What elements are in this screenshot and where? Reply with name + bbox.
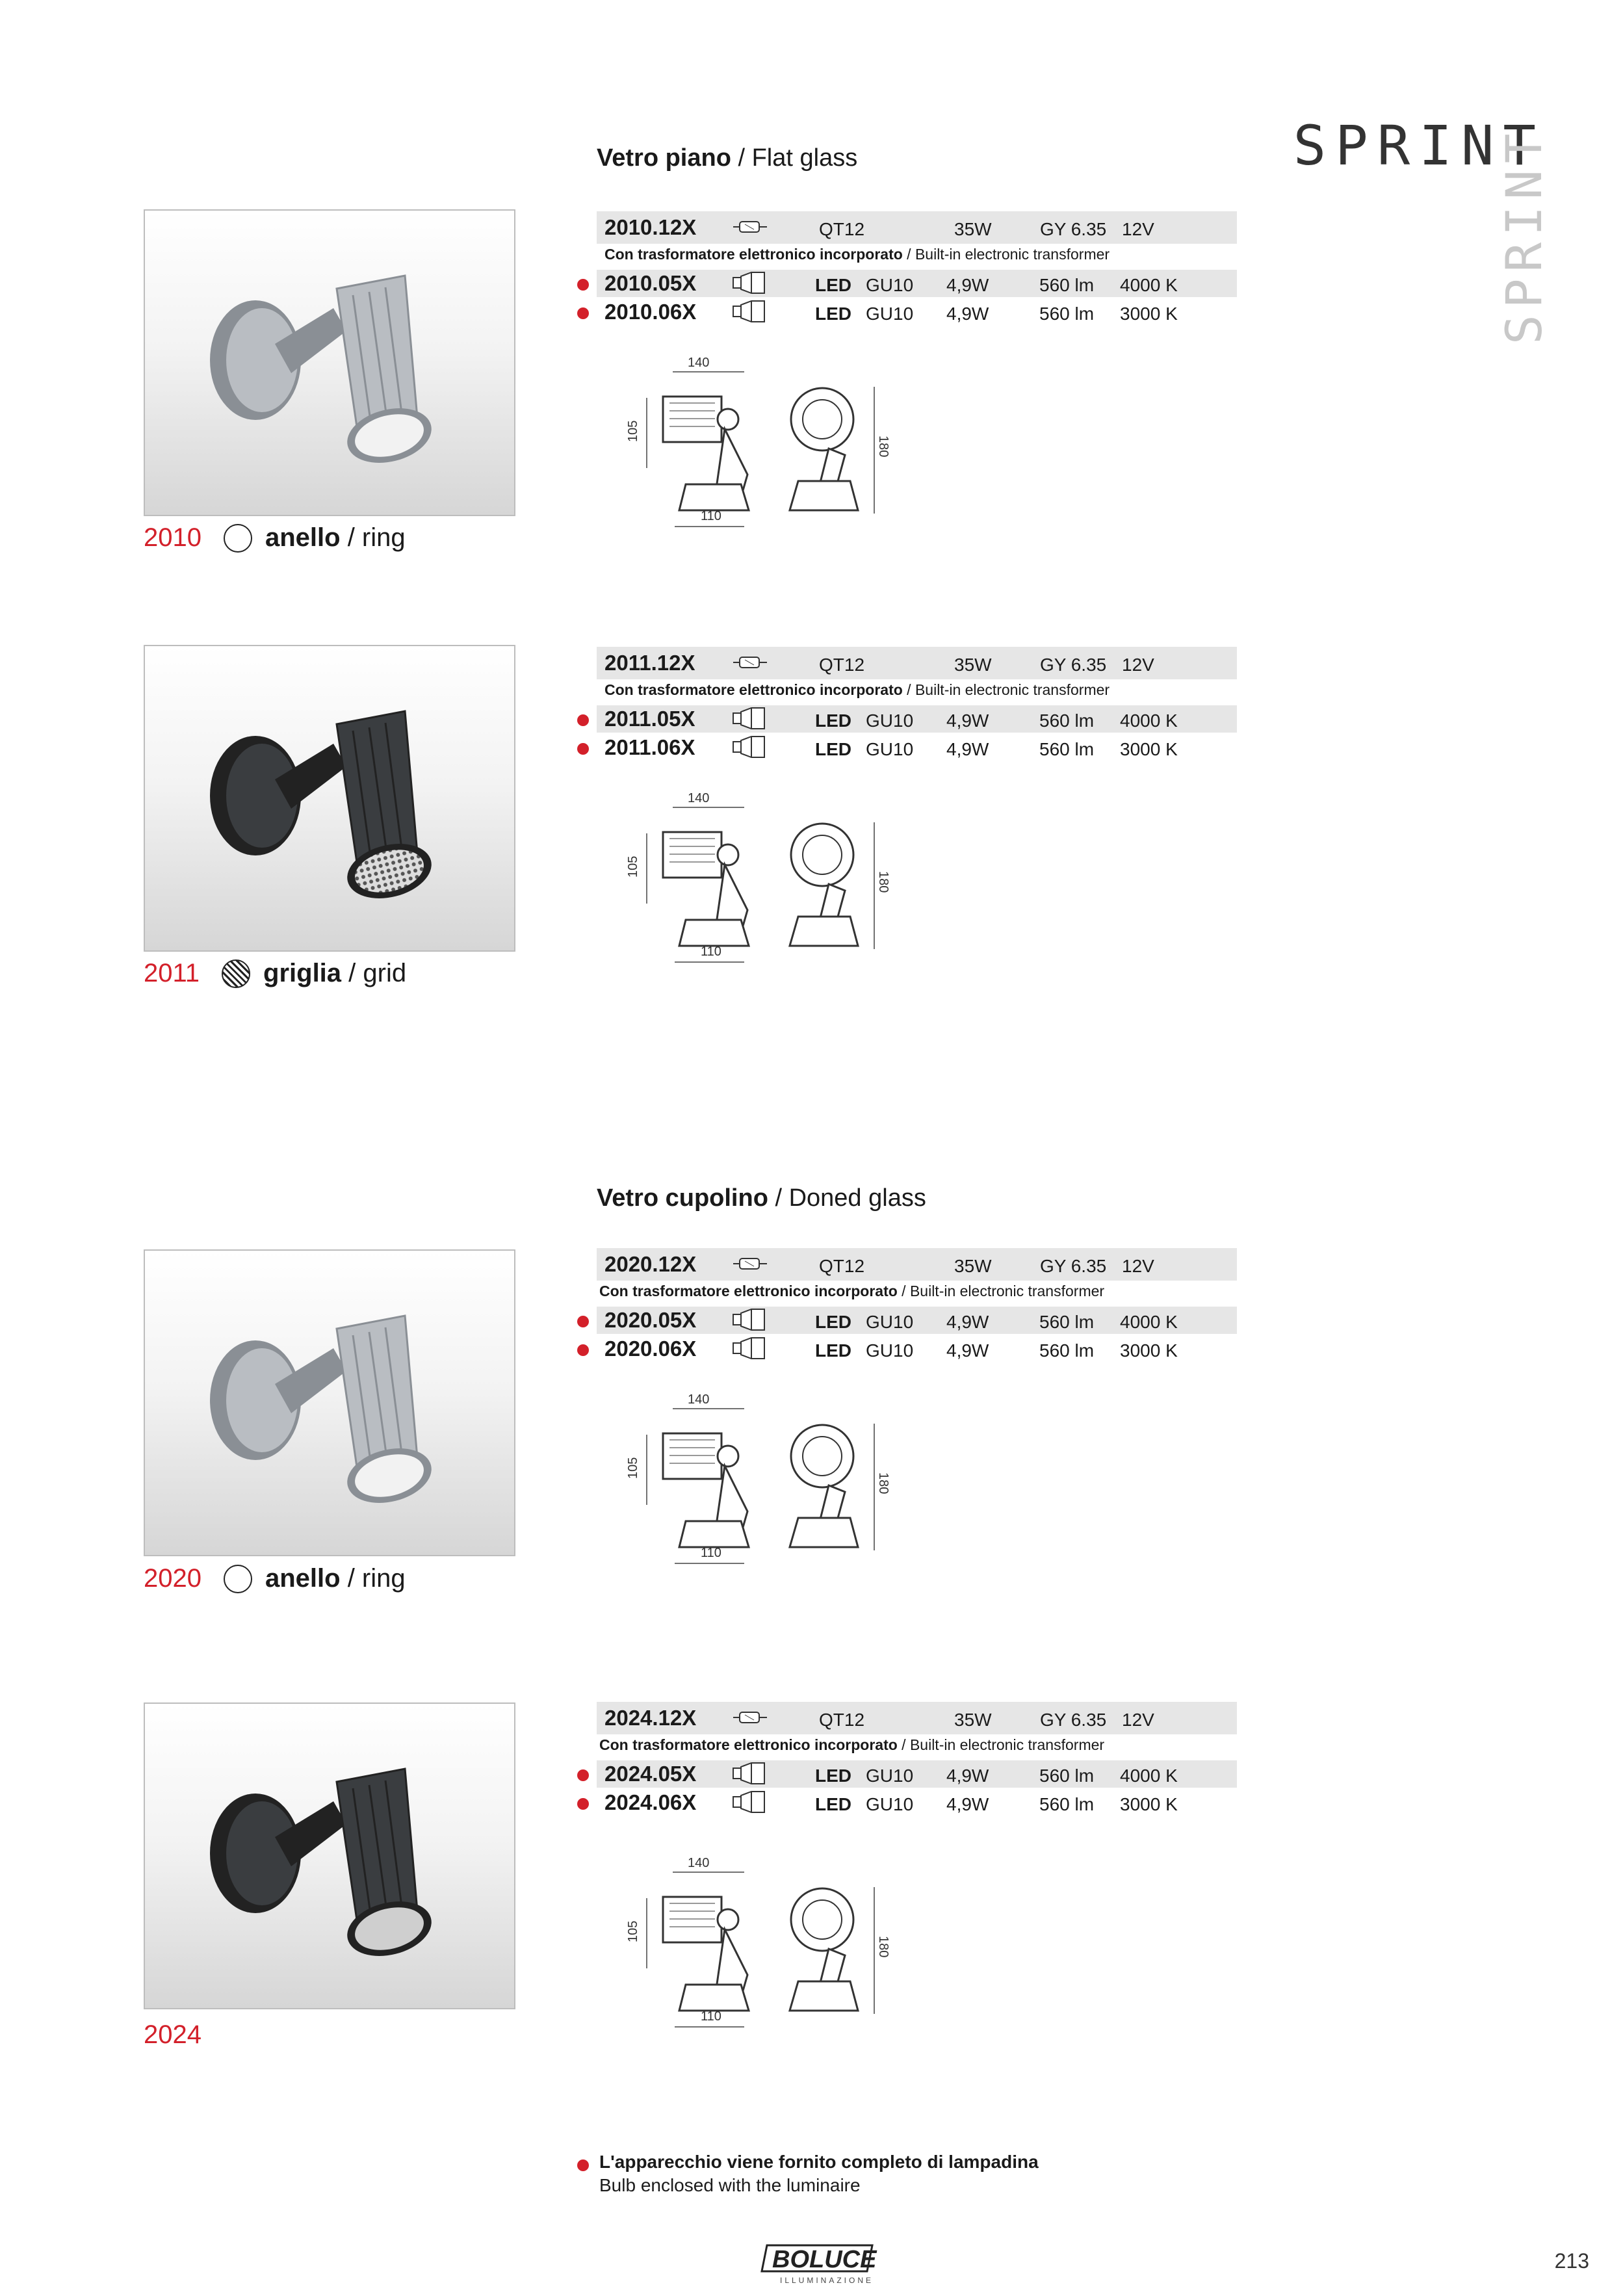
article-code: 2024.06X (604, 1790, 697, 1814)
gu10-lamp-icon (732, 271, 767, 294)
socket: GY 6.35 (1040, 655, 1107, 675)
led-bullet-icon (577, 1798, 589, 1810)
halogen-lamp-icon (733, 1255, 767, 1273)
power: 4,9W (946, 1312, 989, 1332)
svg-text:105: 105 (626, 855, 640, 878)
lumen: 560 lm (1039, 1312, 1095, 1332)
socket: GU10 (866, 304, 914, 324)
spec-row-2010.06X (597, 298, 1237, 326)
finish-name: griglia / grid (263, 959, 407, 987)
spec-row-2011.12X (597, 647, 1237, 679)
lamp-type: LED (815, 711, 851, 731)
product-photo-2024 (144, 1702, 515, 2009)
voltage: 12V (1122, 1710, 1154, 1730)
halogen-lamp-icon (733, 218, 767, 236)
section-title-domed-glass: Vetro cupolino / Doned glass (597, 1184, 926, 1212)
technical-drawing-2011 (611, 793, 923, 988)
article-code: 2011.12X (604, 651, 695, 675)
power: 4,9W (946, 1340, 989, 1361)
power: 4,9W (946, 304, 989, 324)
lamp-type: QT12 (819, 1256, 865, 1276)
transformer-note: Con trasformatore elettronico incorporato / Built-in electronic transformer (599, 1736, 1105, 1753)
svg-text:180: 180 (876, 1936, 890, 1958)
gu10-lamp-icon (732, 1308, 767, 1331)
ring-icon (224, 524, 252, 553)
socket: GY 6.35 (1040, 1710, 1107, 1730)
article-code: 2011.05X (604, 707, 695, 731)
lamp-type: LED (815, 275, 851, 295)
technical-drawing-2020 (611, 1394, 923, 1589)
article-code: 2024.05X (604, 1762, 697, 1786)
article-code: 2020.12X (604, 1252, 697, 1276)
power: 35W (954, 655, 992, 675)
led-bullet-icon (577, 1316, 589, 1327)
brand-vertical-title: SPRINT (1495, 127, 1553, 345)
transformer-note: Con trasformatore elettronico incorporato / Built-in electronic transformer (604, 246, 1110, 263)
logo-name: BOLUCE (772, 2246, 877, 2273)
svg-text:110: 110 (701, 1546, 721, 1560)
svg-text:110: 110 (701, 2009, 721, 2024)
led-bullet-icon (577, 1344, 589, 1356)
lamp-type: LED (815, 304, 851, 324)
gu10-lamp-icon (732, 1762, 767, 1785)
spec-row-2020.05X (597, 1307, 1237, 1334)
voltage: 12V (1122, 655, 1154, 675)
technical-drawing-2024 (611, 1858, 923, 2053)
gu10-lamp-icon (732, 707, 767, 730)
product-label-2020 (144, 1564, 406, 1593)
gu10-lamp-icon (732, 300, 767, 323)
lumen: 560 lm (1039, 1766, 1095, 1786)
article-code: 2010.05X (604, 271, 697, 295)
logo-tagline: ILLUMINAZIONE (780, 2276, 874, 2285)
svg-text:180: 180 (876, 436, 890, 458)
bulb-note-it: L'apparecchio viene fornito completo di lampadina (599, 2152, 1039, 2172)
led-bullet-icon (577, 1769, 589, 1781)
color-temp: 4000 K (1120, 275, 1178, 295)
spec-row-2024.05X (597, 1760, 1237, 1788)
product-photo-2011 (144, 645, 515, 952)
product-photo-2010 (144, 209, 515, 516)
lamp-type: QT12 (819, 655, 865, 675)
spec-row-2010.05X (597, 270, 1237, 297)
voltage: 12V (1122, 1256, 1154, 1276)
article-code: 2010.06X (604, 300, 697, 324)
lumen: 560 lm (1039, 1794, 1095, 1814)
gu10-lamp-icon (732, 1790, 767, 1814)
svg-text:140: 140 (688, 793, 710, 805)
power: 4,9W (946, 1766, 989, 1786)
product-code: 2010 (144, 523, 201, 552)
article-code: 2020.06X (604, 1337, 697, 1361)
product-code: 2024 (144, 2020, 201, 2049)
spec-row-2020.06X (597, 1335, 1237, 1363)
power: 4,9W (946, 275, 989, 295)
transformer-note: Con trasformatore elettronico incorporato / Built-in electronic transformer (599, 1283, 1105, 1299)
color-temp: 4000 K (1120, 711, 1178, 731)
spec-row-2011.06X (597, 734, 1237, 761)
led-bullet-icon (577, 279, 589, 291)
gu10-lamp-icon (732, 1337, 767, 1360)
svg-text:180: 180 (876, 1472, 890, 1494)
spec-row-2024.06X (597, 1789, 1237, 1816)
color-temp: 3000 K (1120, 304, 1178, 324)
color-temp: 3000 K (1120, 739, 1178, 759)
color-temp: 3000 K (1120, 1794, 1178, 1814)
svg-text:105: 105 (626, 1920, 640, 1942)
svg-text:140: 140 (688, 1394, 710, 1407)
finish-name: anello / ring (265, 1564, 406, 1593)
section-title-flat-glass: Vetro piano / Flat glass (597, 144, 858, 172)
socket: GY 6.35 (1040, 1256, 1107, 1276)
svg-text:140: 140 (688, 1858, 710, 1870)
product-code: 2011 (144, 959, 200, 987)
product-photo-2020 (144, 1249, 515, 1556)
lumen: 560 lm (1039, 275, 1095, 295)
socket: GU10 (866, 1794, 914, 1814)
bulb-note-en: Bulb enclosed with the luminaire (599, 2175, 861, 2195)
svg-text:180: 180 (876, 871, 890, 893)
lamp-type: QT12 (819, 219, 865, 239)
lumen: 560 lm (1039, 711, 1095, 731)
socket: GU10 (866, 1766, 914, 1786)
gu10-lamp-icon (732, 735, 767, 759)
lamp-type: QT12 (819, 1710, 865, 1730)
color-temp: 3000 K (1120, 1340, 1178, 1361)
svg-text:140: 140 (688, 358, 710, 370)
color-temp: 4000 K (1120, 1766, 1178, 1786)
article-code: 2020.05X (604, 1308, 697, 1332)
power: 4,9W (946, 711, 989, 731)
article-code: 2010.12X (604, 215, 697, 239)
product-label-2010 (144, 523, 406, 553)
svg-text:110: 110 (701, 509, 721, 523)
socket: GU10 (866, 1340, 914, 1361)
spec-row-2024.12X (597, 1702, 1237, 1734)
svg-text:110: 110 (701, 945, 721, 959)
socket: GU10 (866, 739, 914, 759)
power: 35W (954, 1256, 992, 1276)
page-number: 213 (1554, 2249, 1589, 2273)
product-code: 2020 (144, 1564, 201, 1593)
lumen: 560 lm (1039, 1340, 1095, 1361)
product-label-2011 (144, 959, 406, 988)
led-bullet-icon (577, 2159, 589, 2171)
spec-row-2020.12X (597, 1248, 1237, 1281)
power: 4,9W (946, 739, 989, 759)
finish-name: anello / ring (265, 523, 406, 552)
transformer-note: Con trasformatore elettronico incorporato / Built-in electronic transformer (604, 681, 1110, 698)
lamp-type: LED (815, 1766, 851, 1786)
article-code: 2011.06X (604, 735, 695, 759)
socket: GU10 (866, 711, 914, 731)
spec-row-2010.12X (597, 211, 1237, 244)
socket: GU10 (866, 275, 914, 295)
lamp-type: LED (815, 1794, 851, 1814)
brand-title: SPRINT (1293, 114, 1545, 177)
led-bullet-icon (577, 714, 589, 726)
ring-icon (224, 1565, 252, 1593)
power: 35W (954, 219, 992, 239)
halogen-lamp-icon (733, 1708, 767, 1727)
lumen: 560 lm (1039, 304, 1095, 324)
lamp-type: LED (815, 739, 851, 759)
led-bullet-icon (577, 307, 589, 319)
color-temp: 4000 K (1120, 1312, 1178, 1332)
voltage: 12V (1122, 219, 1154, 239)
boluce-logo (760, 2241, 877, 2290)
power: 4,9W (946, 1794, 989, 1814)
article-code: 2024.12X (604, 1706, 697, 1730)
grid-icon (222, 959, 250, 988)
product-label-2024 (144, 2020, 224, 2050)
lamp-type: LED (815, 1340, 851, 1361)
svg-text:105: 105 (626, 420, 640, 442)
halogen-lamp-icon (733, 653, 767, 672)
power: 35W (954, 1710, 992, 1730)
lumen: 560 lm (1039, 739, 1095, 759)
socket: GU10 (866, 1312, 914, 1332)
led-bullet-icon (577, 743, 589, 755)
svg-text:105: 105 (626, 1457, 640, 1479)
technical-drawing-2010 (611, 358, 923, 553)
lamp-type: LED (815, 1312, 851, 1332)
socket: GY 6.35 (1040, 219, 1107, 239)
spec-row-2011.05X (597, 705, 1237, 733)
